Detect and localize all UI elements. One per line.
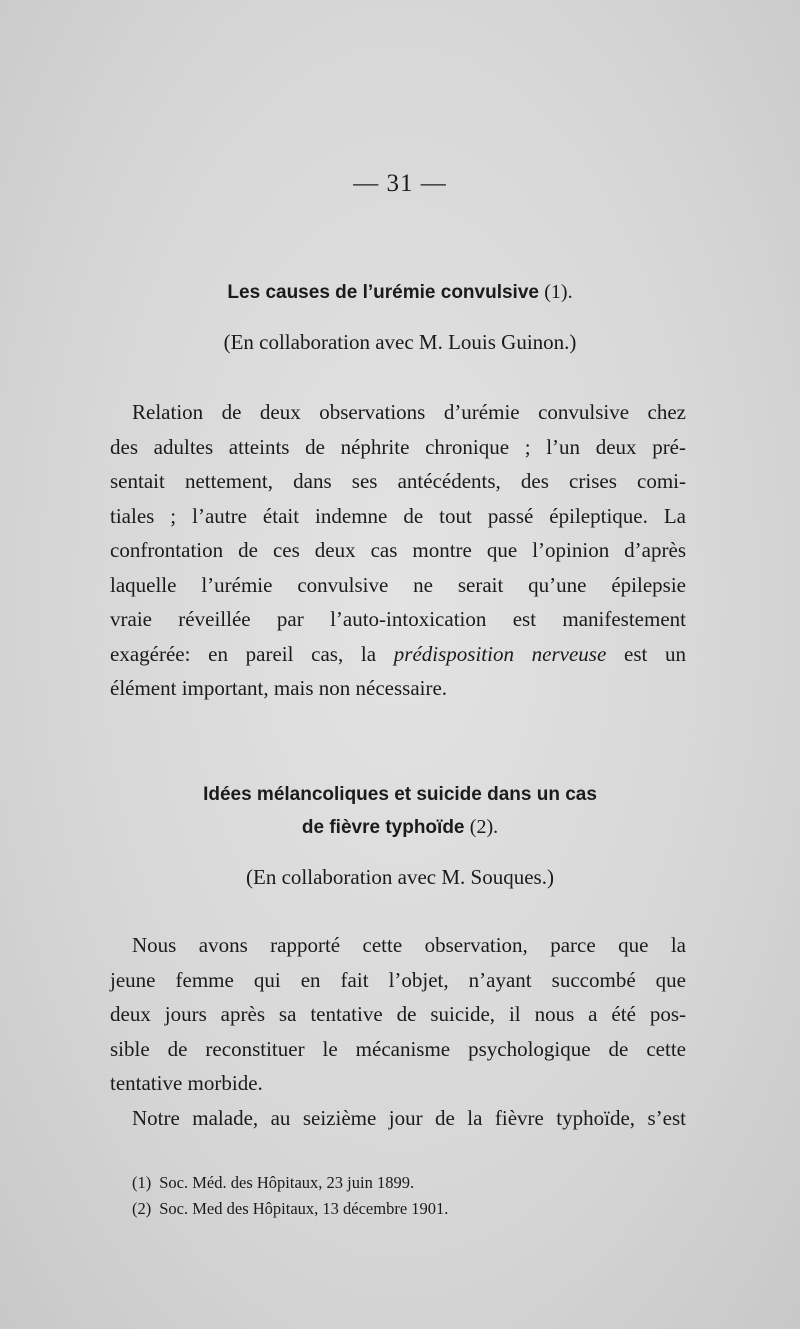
text-line: confrontation de ces deux cas montre que l’opinion d’après [110, 538, 686, 562]
text-line: tentative morbide. [110, 1071, 263, 1095]
section-2-collaboration: (En collaboration avec M. Souques.) [246, 865, 554, 889]
section-2-title [0, 778, 800, 844]
page-number: — 31 — [353, 170, 447, 197]
text-line: deux jours après sa tentative de suicide, il nous a été pos- [110, 1002, 686, 1026]
footnote-mark: (2) [132, 1199, 152, 1218]
text-segment: est un [624, 641, 687, 666]
text-line: Notre malade, au seizième jour de la fièvre typhoïde, s’est [132, 1105, 686, 1130]
text-line: vraie réveillée par l’auto-intoxication est manifestement [110, 607, 686, 631]
footnote-text: Soc. Med des Hôpitaux, 13 décembre 1901. [159, 1199, 449, 1218]
text-line: des adultes atteints de néphrite chronique ; l’un deux pré- [110, 434, 686, 459]
text-line: élément important, mais non nécessaire. [110, 676, 448, 700]
footnote-2 [132, 1196, 448, 1222]
footnote-1 [132, 1170, 448, 1196]
footnote-ref-2: (2). [469, 816, 499, 838]
section-1-title [0, 276, 800, 309]
footnote-text: Soc. Méd. des Hôpitaux, 23 juin 1899. [159, 1173, 415, 1192]
text-line: laquelle l’urémie convulsive ne serait qu’une épilepsie [110, 572, 686, 597]
text-line: sible de reconstituer le mécanisme psychologique de cette [110, 1036, 686, 1061]
footnote-ref-1: (1). [544, 281, 573, 303]
section-1-collaboration: (En collaboration avec M. Louis Guinon.) [223, 330, 577, 354]
text-line: Nous avons rapporté cette observation, parce que la [132, 933, 686, 957]
section-2-title-line-2 [0, 811, 800, 844]
text-line: tiales ; l’autre était indemne de tout passé épileptique. La [110, 503, 686, 528]
text-line: jeune femme qui en fait l’objet, n’ayant succombé que [110, 967, 686, 992]
text-line: sentait nettement, dans ses antécédents, des crises comi- [110, 469, 686, 493]
text-line-mixed [110, 637, 686, 672]
text-line: Relation de deux observations d’urémie convulsive chez [132, 400, 686, 424]
text-segment: exagérée: en pareil cas, la [110, 641, 377, 666]
section-1-title-text: Les causes de l’urémie convulsive [227, 282, 539, 303]
footnote-mark: (1) [132, 1173, 152, 1192]
footnotes [132, 1170, 448, 1222]
section-1-paragraph [110, 395, 686, 706]
section-2-title-line-1: Idées mélancoliques et suicide dans un cas [203, 784, 597, 805]
section-2-paragraph-1 [110, 928, 686, 1135]
section-2-title-text: de fièvre typhoïde [301, 817, 465, 838]
italic-phrase: prédisposition nerveuse [393, 641, 607, 666]
